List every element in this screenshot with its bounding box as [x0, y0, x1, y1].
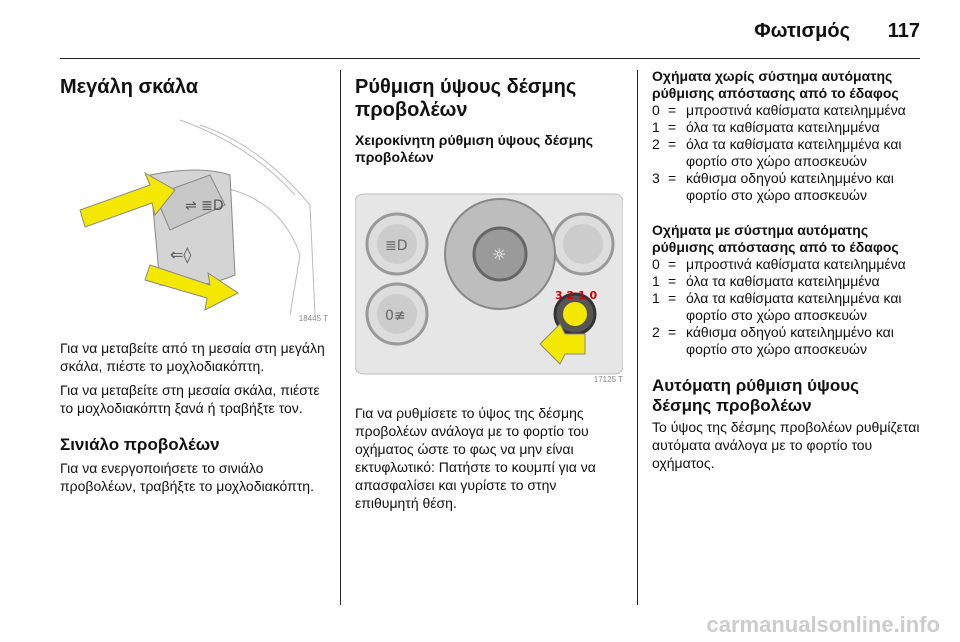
paragraph: Για να ρυθμίσετε το ύψος της δέσμης προβολέων ανάλογα με το φορτίο του οχήματος ώστε το φως να μην είναι εκτυφλωτικό: Πατήστε το κουμπί για να απασφαλίσει και γυρίστε το στην επιθυμητή θέση. [355, 405, 596, 511]
list-item [652, 324, 922, 358]
figure-code: 18445 T [298, 314, 328, 323]
list-item [652, 290, 922, 324]
section-heading-high-beam: Μεγάλη σκάλα [60, 76, 199, 98]
list-item-equals: = [668, 170, 677, 186]
column-3 [652, 68, 922, 472]
list-item-key: 1 [652, 273, 660, 289]
list-item-text: μπροστινά καθίσματα κατειλημμένα [686, 256, 906, 272]
stalk-illustration [60, 115, 328, 323]
list-item-equals: = [668, 290, 677, 306]
list-item-equals: = [668, 119, 677, 135]
list-item-equals: = [668, 273, 677, 289]
list-item-equals: = [668, 324, 677, 340]
list-item [652, 273, 922, 290]
list-item-text: μπροστινά καθίσματα κατειλημμένα [686, 102, 906, 118]
load-list-2 [652, 256, 922, 358]
section-heading-beam-range: Ρύθμιση ύψους δέσμης προβολέων [355, 76, 577, 121]
svg-text:≣D: ≣D [385, 238, 408, 254]
list-item [652, 170, 922, 204]
list-item-key: 3 [652, 170, 660, 186]
list-item [652, 119, 922, 136]
dial-drawing [355, 184, 623, 384]
list-item-key: 1 [652, 119, 660, 135]
svg-text:☼: ☼ [492, 245, 507, 264]
column-2 [355, 68, 623, 512]
subheading-manual: Χειροκίνητη ρύθμιση ύψους δέσμης προβολέων [355, 132, 594, 165]
page-header [0, 0, 960, 56]
stalk-drawing [60, 115, 328, 323]
column-divider-2 [637, 70, 638, 605]
page-number: 117 [887, 20, 920, 42]
list-item-text: κάθισμα οδηγού κατειλημμένο και φορτίο στο χώρο αποσκευών [686, 324, 894, 357]
list-item-equals: = [668, 102, 677, 118]
list-item-equals: = [668, 256, 677, 272]
list-item-key: 0 [652, 102, 660, 118]
header-rule [60, 58, 920, 59]
list-item-key: 2 [652, 136, 660, 152]
paragraph: Για να ενεργοποιήσετε το σινιάλο προβολέων, τραβήξτε το μοχλοδιακόπτη. [60, 460, 314, 494]
figure-code: 17125 T [593, 375, 623, 384]
dial-illustration [355, 184, 623, 384]
list-item-text: όλα τα καθίσματα κατειλημμένα [686, 273, 880, 289]
load-list-1 [652, 102, 922, 204]
dial-scale: 3 2 1 0 [555, 289, 598, 302]
section-heading-without-levelling: Οχήματα χωρίς σύστημα αυτόματης ρύθμισης απόστασης από το έδαφος [652, 68, 899, 101]
paragraph: Για να μεταβείτε στη μεσαία σκάλα, πιέστε το μοχλοδιακόπτη ξανά ή τραβήξτε τον. [60, 382, 320, 416]
list-item-key: 1 [652, 290, 660, 306]
section-heading-auto: Αυτόματη ρύθμιση ύψους δέσμης προβολέων [652, 376, 859, 415]
list-item-text: όλα τα καθίσματα κατειλημμένα [686, 119, 880, 135]
svg-text:⇐◊: ⇐◊ [170, 245, 192, 264]
list-item-text: όλα τα καθίσματα κατειλημμένα και φορτίο στο χώρο αποσκευών [686, 290, 902, 323]
list-item-text: όλα τα καθίσματα κατειλημμένα και φορτίο στο χώρο αποσκευών [686, 136, 902, 169]
list-item-text: κάθισμα οδηγού κατειλημμένο και φορτίο στο χώρο αποσκευών [686, 170, 894, 203]
paragraph: Το ύψος της δέσμης προβολέων ρυθμίζεται αυτόματα ανάλογα με το φορτίο του οχήματος. [652, 419, 920, 471]
svg-text:0≢: 0≢ [385, 308, 406, 324]
section-heading-flash: Σινιάλο προβολέων [60, 435, 220, 454]
column-1 [60, 68, 328, 495]
page-title: Φωτισμός [754, 20, 850, 42]
svg-text:⇌ ≣D: ⇌ ≣D [185, 198, 224, 214]
list-item-equals: = [668, 136, 677, 152]
list-item-key: 0 [652, 256, 660, 272]
list-item [652, 136, 922, 170]
watermark: carmanualsonline.info [706, 612, 940, 637]
section-heading-with-levelling: Οχήματα με σύστημα αυτόματης ρύθμισης απόστασης από το έδαφος [652, 222, 899, 255]
paragraph: Για να μεταβείτε από τη μεσαία στη μεγάλη σκάλα, πιέστε το μοχλοδιακόπτη. [60, 340, 325, 374]
column-divider-1 [340, 70, 341, 605]
list-item [652, 256, 922, 273]
list-item-key: 2 [652, 324, 660, 340]
list-item [652, 102, 922, 119]
